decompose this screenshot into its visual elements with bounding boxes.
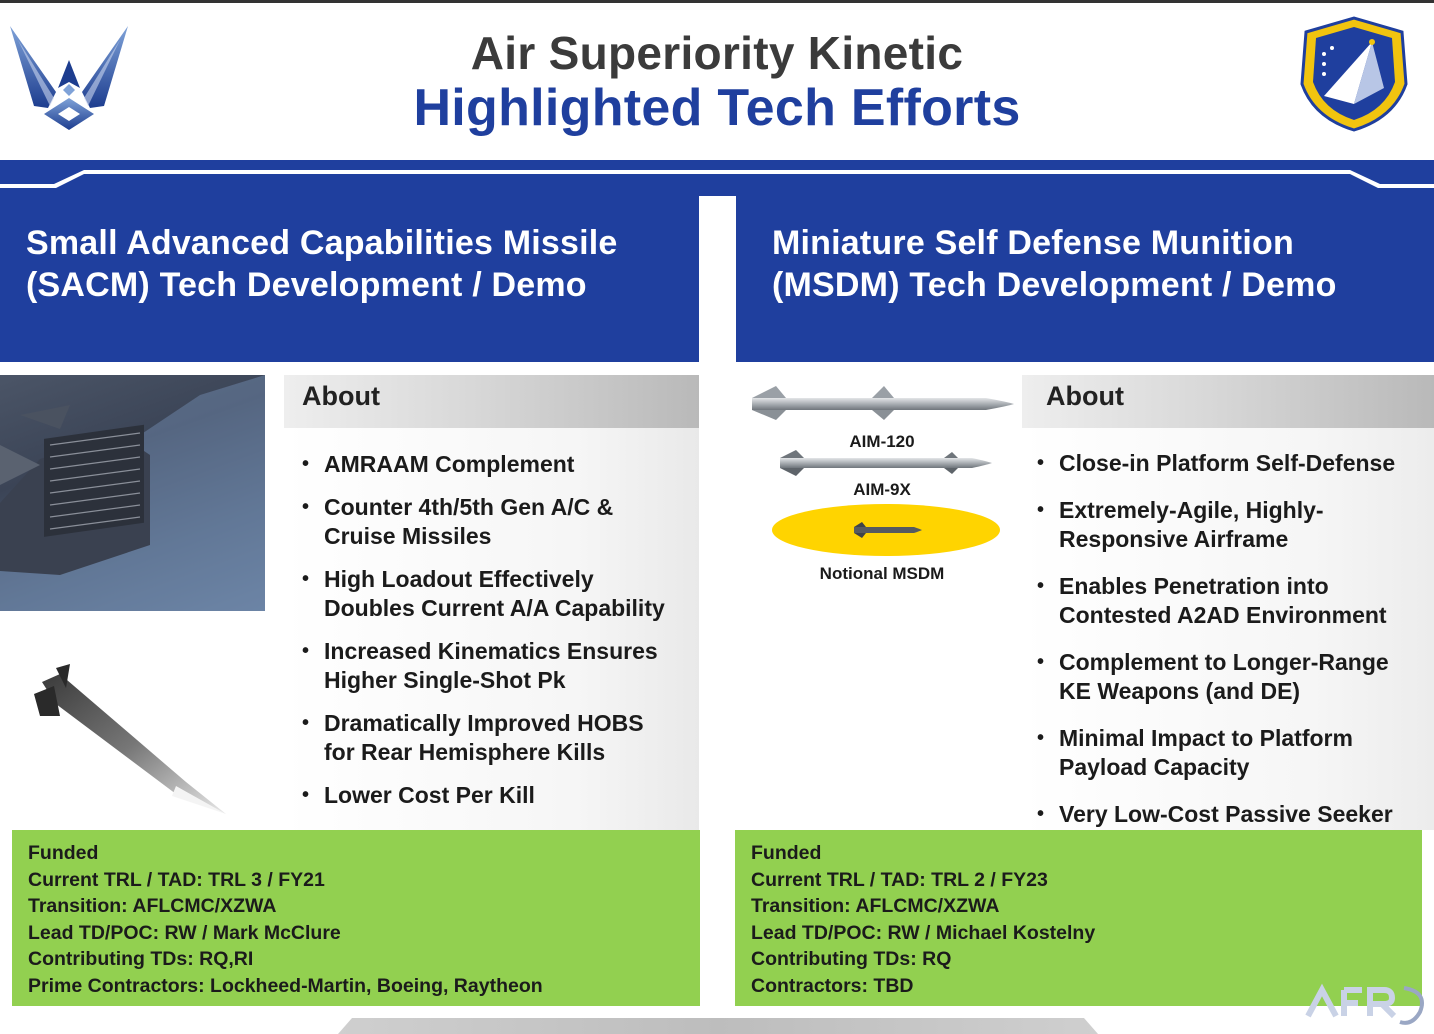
list-item: • Increased Kinematics Ensures Higher Single-Shot Pk (302, 637, 697, 695)
status-line: Lead TD/POC: RW / Mark McClure (28, 921, 341, 944)
list-item: • Counter 4th/5th Gen A/C & Cruise Missiles (302, 493, 697, 551)
sacm-heading-panel (0, 196, 699, 362)
status-line: Contributing TDs: RQ (751, 948, 952, 970)
list-item: • Lower Cost Per Kill (302, 781, 697, 810)
header-divider-band (0, 160, 1434, 196)
list-item: • High Loadout Effectively Doubles Current A/A Capability (302, 565, 697, 623)
page-title-line2: Highlighted Tech Efforts (413, 79, 1021, 137)
msdm-about-header: About (1022, 375, 1434, 429)
list-item: • Minimal Impact to Platform Payload Capacity (1037, 724, 1432, 782)
sacm-heading-line1: Small Advanced Capabilities Missile (26, 224, 618, 262)
aim-120-missile-render (746, 380, 1018, 440)
afrl-shield-logo (1294, 14, 1414, 134)
list-item: • Enables Penetration into Contested A2AD Environment (1037, 572, 1432, 630)
sacm-missile-render (26, 664, 236, 818)
msdm-heading-panel (736, 196, 1434, 362)
status-line: Lead TD/POC: RW / Michael Kostelny (751, 921, 1096, 944)
sacm-heading-line2: (SACM) Tech Development / Demo (26, 266, 587, 304)
page-title-line1: Air Superiority Kinetic (470, 27, 964, 79)
msdm-about-list (1037, 449, 1432, 829)
sacm-status-box (12, 830, 700, 1006)
msdm-heading-line1: Miniature Self Defense Munition (772, 224, 1294, 262)
status-line: Funded (751, 842, 822, 864)
aim-9x-label: AIM-9X (853, 480, 911, 499)
footer-bar (338, 1018, 1098, 1034)
aircraft-weapons-bay-photo (0, 375, 265, 611)
aim-120-label: AIM-120 (849, 432, 915, 451)
status-line: Transition: AFLCMC/XZWA (751, 895, 1000, 917)
list-item: • Dramatically Improved HOBS for Rear Hemisphere Kills (302, 709, 697, 767)
list-item: • Close-in Platform Self-Defense (1037, 449, 1432, 478)
status-line: Contractors: TBD (751, 974, 914, 997)
list-item: • AMRAAM Complement (302, 450, 697, 479)
afrl-watermark-logo (1300, 972, 1430, 1028)
sacm-about-list (302, 450, 697, 810)
sacm-about-header: About (284, 375, 699, 429)
top-rule (0, 0, 1434, 3)
status-line: Transition: AFLCMC/XZWA (28, 895, 277, 917)
list-item: • Very Low-Cost Passive Seeker (1037, 800, 1432, 829)
notional-msdm-label: Notional MSDM (819, 564, 945, 583)
aim-9x-missile-render (776, 446, 996, 480)
status-line: Contributing TDs: RQ,RI (28, 948, 254, 970)
status-line: Current TRL / TAD: TRL 2 / FY23 (751, 868, 1048, 891)
status-line: Current TRL / TAD: TRL 3 / FY21 (28, 868, 325, 891)
status-line: Funded (28, 842, 99, 864)
status-line: Prime Contractors: Lockheed-Martin, Boeing, Raytheon (28, 974, 543, 997)
list-item: • Extremely-Agile, Highly- Responsive Airframe (1037, 496, 1432, 554)
notional-msdm-render (770, 502, 1002, 558)
msdm-heading-line2: (MSDM) Tech Development / Demo (772, 266, 1337, 304)
list-item: • Complement to Longer-Range KE Weapons (and DE) (1037, 648, 1432, 706)
